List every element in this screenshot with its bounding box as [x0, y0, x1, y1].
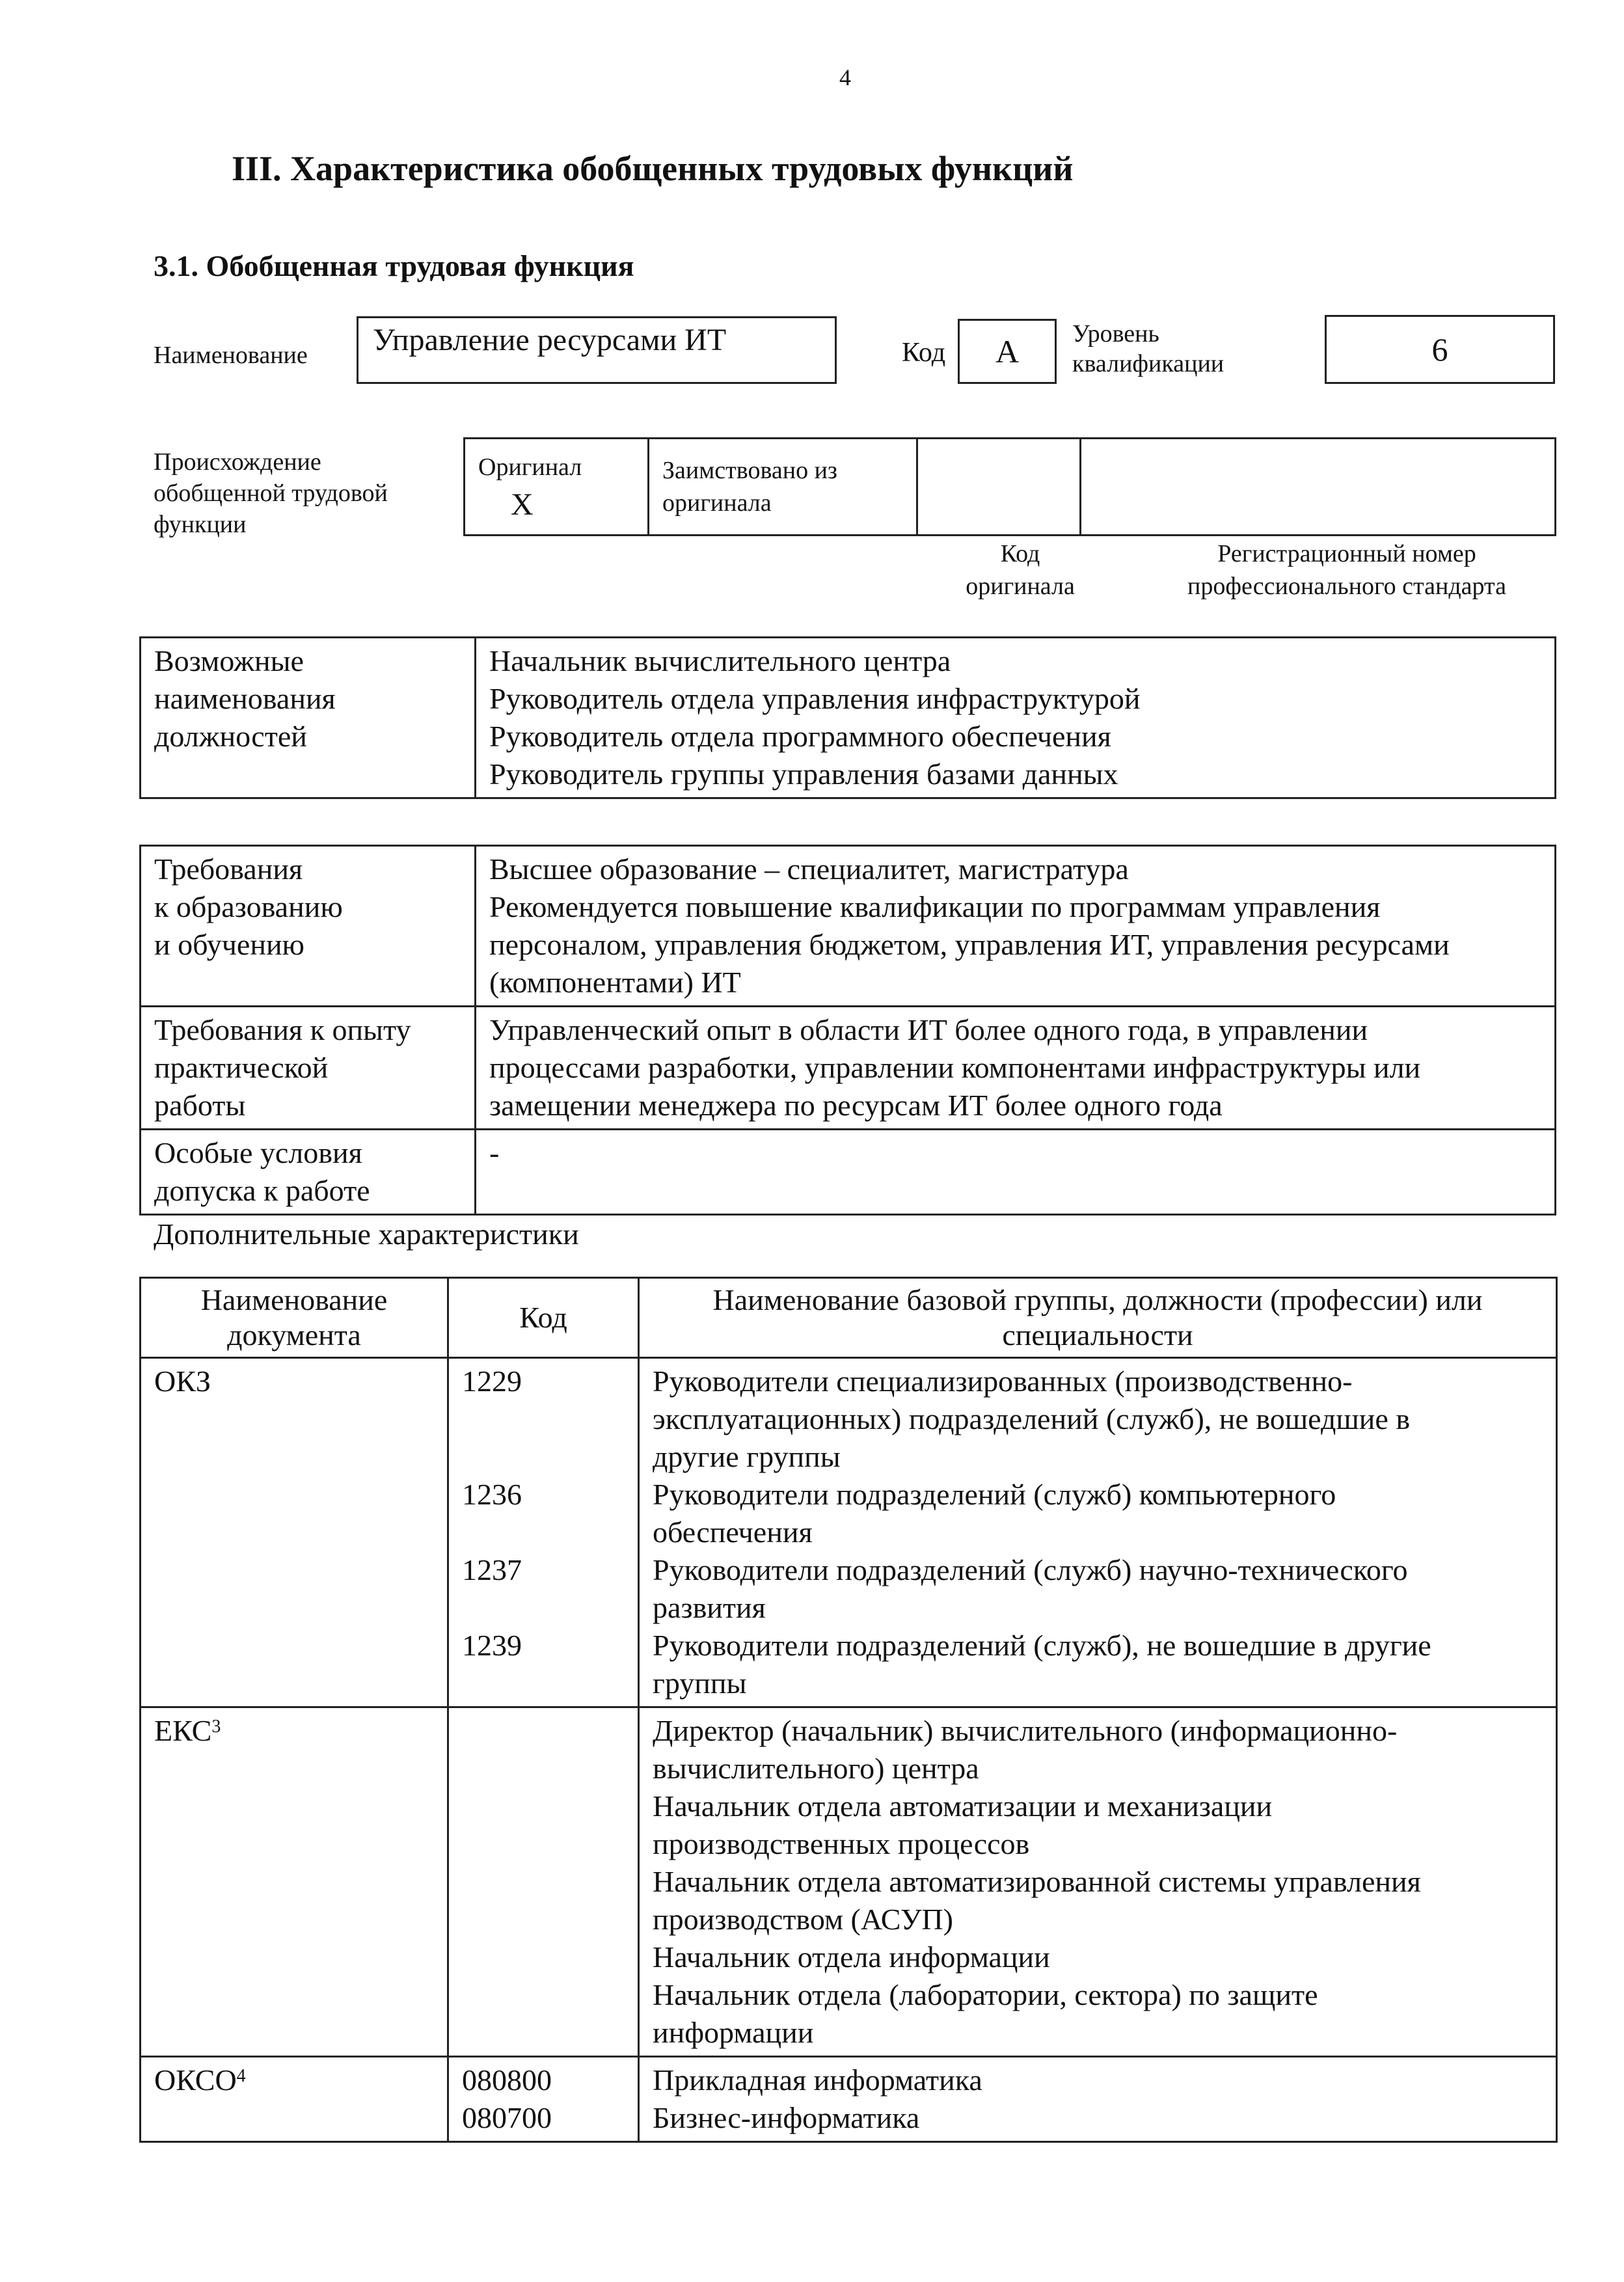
- experience-text-line: процессами разработки, управлении компонентами инфраструктуры или: [489, 1051, 1421, 1084]
- education-text-line: Рекомендуется повышение квалификации по программам управления: [489, 890, 1381, 923]
- eks-footnote: 3: [211, 1717, 221, 1737]
- positions-table: [139, 636, 1556, 799]
- origin-code-cell: [917, 439, 1081, 536]
- okz-name-line: группы: [653, 1666, 747, 1700]
- requirements-table: [139, 845, 1556, 1216]
- origin-original-label: Оригинал: [478, 453, 582, 481]
- okz-code: 1237: [462, 1553, 522, 1586]
- eks-name-line: производством (АСУП): [653, 1903, 953, 1936]
- special-label-cell: [141, 1130, 476, 1215]
- positions-list-cell: [476, 638, 1556, 798]
- subsection-title: 3.1. Обобщенная трудовая функция: [154, 249, 634, 282]
- origin-label-line-2: обобщенной трудовой: [154, 480, 388, 507]
- okz-name-line: Руководители подразделений (служб) научно-технического: [653, 1553, 1408, 1586]
- okz-name-line: эксплуатационных) подразделений (служб), не вошедшие в: [653, 1402, 1411, 1435]
- okz-code-cell: [448, 1358, 639, 1707]
- eks-name-line: Директор (начальник) вычислительного (информационно-: [653, 1714, 1398, 1747]
- okz-code: 1229: [462, 1365, 522, 1398]
- additional-heading: Дополнительные характеристики: [154, 1217, 579, 1251]
- origin-original-cell: [465, 439, 649, 536]
- eks-name-line: Начальник отдела автоматизированной системы управления: [653, 1865, 1421, 1898]
- origin-borrowed-label-2: оригинала: [662, 489, 772, 517]
- eks-name-line: Начальник отдела (лаборатории, сектора) по защите: [653, 1978, 1318, 2011]
- okz-name-line: Руководители подразделений (служб), не вошедшие в другие: [653, 1629, 1431, 1662]
- experience-label-3: работы: [154, 1089, 246, 1122]
- education-text-line: (компонентами) ИТ: [489, 966, 741, 999]
- eks-name-line: вычислительного) центра: [653, 1752, 979, 1785]
- col-name-header: [639, 1278, 1557, 1358]
- okso-doc-cell: [141, 2057, 448, 2142]
- eks-name-line: Начальник отдела информации: [653, 1940, 1050, 1974]
- special-label-1: Особые условия: [154, 1136, 362, 1169]
- experience-text-line: Управленческий опыт в области ИТ более одного года, в управлении: [489, 1013, 1368, 1046]
- code-label: Код: [902, 338, 946, 368]
- section-title: III. Характеристика обобщенных трудовых функций: [232, 149, 1074, 188]
- origin-original-mark: X: [511, 487, 534, 522]
- origin-reg-caption-1: Регистрационный номер: [1217, 540, 1476, 567]
- origin-code-caption: [942, 537, 1098, 603]
- origin-label-line-1: Происхождение: [154, 448, 321, 476]
- okz-doc-cell: ОКЗ: [141, 1358, 448, 1707]
- level-label-line-1: Уровень: [1072, 320, 1159, 347]
- eks-name-line: производственных процессов: [653, 1827, 1030, 1860]
- level-label-line-2: квалификации: [1072, 350, 1225, 377]
- position-item: Руководитель группы управления базами данных: [489, 757, 1118, 791]
- position-item: Руководитель отдела программного обеспечения: [489, 720, 1111, 753]
- okso-name-cell: [639, 2057, 1557, 2142]
- experience-label-cell: [141, 1007, 476, 1130]
- okso-doc: ОКСО: [154, 2063, 237, 2097]
- positions-label-cell: [141, 638, 476, 798]
- okso-footnote: 4: [236, 2066, 246, 2086]
- experience-text-line: замещении менеджера по ресурсам ИТ более одного года: [489, 1089, 1223, 1122]
- eks-name-line: Начальник отдела автоматизации и механизации: [653, 1789, 1273, 1823]
- education-text-line: Высшее образование – специалитет, магистратура: [489, 852, 1129, 886]
- okz-name-line: другие группы: [653, 1440, 841, 1473]
- education-text-cell: [476, 846, 1556, 1007]
- name-value: Управление ресурсами ИТ: [373, 323, 727, 357]
- code-value-box: [958, 319, 1057, 384]
- positions-label-3: должностей: [154, 720, 307, 753]
- okz-code: 1236: [462, 1478, 522, 1511]
- positions-label-2: наименования: [154, 682, 336, 715]
- col-doc-header-2: документа: [227, 1318, 361, 1352]
- okso-code-cell: [448, 2057, 639, 2142]
- origin-reg-caption-2: профессионального стандарта: [1187, 573, 1506, 600]
- okz-name-line: обеспечения: [653, 1515, 813, 1549]
- okz-name-line: Руководители подразделений (служб) компьютерного: [653, 1478, 1336, 1511]
- level-value-box: [1325, 315, 1555, 384]
- col-doc-header: [141, 1278, 448, 1358]
- code-value: А: [995, 333, 1020, 370]
- eks-name-line: информации: [653, 2016, 814, 2049]
- origin-label-line-3: функции: [154, 511, 247, 538]
- name-value-box: [357, 316, 837, 384]
- okz-name-line: развития: [653, 1591, 766, 1624]
- level-label: [1072, 319, 1224, 379]
- origin-reg-number-cell: [1081, 439, 1556, 536]
- col-code-header: Код: [448, 1278, 639, 1358]
- okso-name: Прикладная информатика: [653, 2063, 982, 2097]
- education-label-1: Требования: [154, 852, 303, 886]
- origin-label: [154, 446, 388, 540]
- origin-code-caption-2: оригинала: [966, 573, 1075, 600]
- origin-borrowed-label-1: Заимствовано из: [662, 457, 837, 484]
- experience-text-cell: [476, 1007, 1556, 1130]
- position-item: Начальник вычислительного центра: [489, 644, 951, 677]
- experience-label-1: Требования к опыту: [154, 1013, 411, 1046]
- education-text-line: персоналом, управления бюджетом, управления ИТ, управления ресурсами: [489, 928, 1450, 961]
- origin-code-caption-1: Код: [1000, 540, 1040, 567]
- okz-name-line: Руководители специализированных (производственно-: [653, 1365, 1353, 1398]
- origin-borrowed-cell: [649, 439, 917, 536]
- special-text-cell: -: [476, 1130, 1556, 1215]
- position-item: Руководитель отдела управления инфраструктурой: [489, 682, 1141, 715]
- name-label: Наименование: [154, 342, 308, 369]
- additional-table: [139, 1277, 1558, 2143]
- special-label-2: допуска к работе: [154, 1174, 370, 1207]
- origin-reg-caption: [1132, 537, 1562, 603]
- education-label-cell: [141, 846, 476, 1007]
- eks-doc: ЕКС: [154, 1714, 212, 1747]
- experience-label-2: практической: [154, 1051, 329, 1084]
- origin-table: [463, 437, 1556, 536]
- eks-doc-cell: [141, 1707, 448, 2057]
- col-name-header-1: Наименование базовой группы, должности (профессии) или: [712, 1283, 1483, 1316]
- education-label-2: к образованию: [154, 890, 343, 923]
- col-name-header-2: специальности: [1002, 1318, 1193, 1352]
- okz-code: 1239: [462, 1629, 522, 1662]
- level-value: 6: [1431, 331, 1448, 368]
- education-label-3: и обучению: [154, 928, 304, 961]
- page-number: 4: [839, 64, 851, 90]
- eks-code-cell: [448, 1707, 639, 2057]
- okso-code: 080700: [462, 2101, 552, 2134]
- okso-name: Бизнес-информатика: [653, 2101, 920, 2134]
- eks-name-cell: [639, 1707, 1557, 2057]
- okso-code: 080800: [462, 2063, 552, 2097]
- col-doc-header-1: Наименование: [200, 1283, 388, 1316]
- positions-label-1: Возможные: [154, 644, 304, 677]
- okz-name-cell: [639, 1358, 1557, 1707]
